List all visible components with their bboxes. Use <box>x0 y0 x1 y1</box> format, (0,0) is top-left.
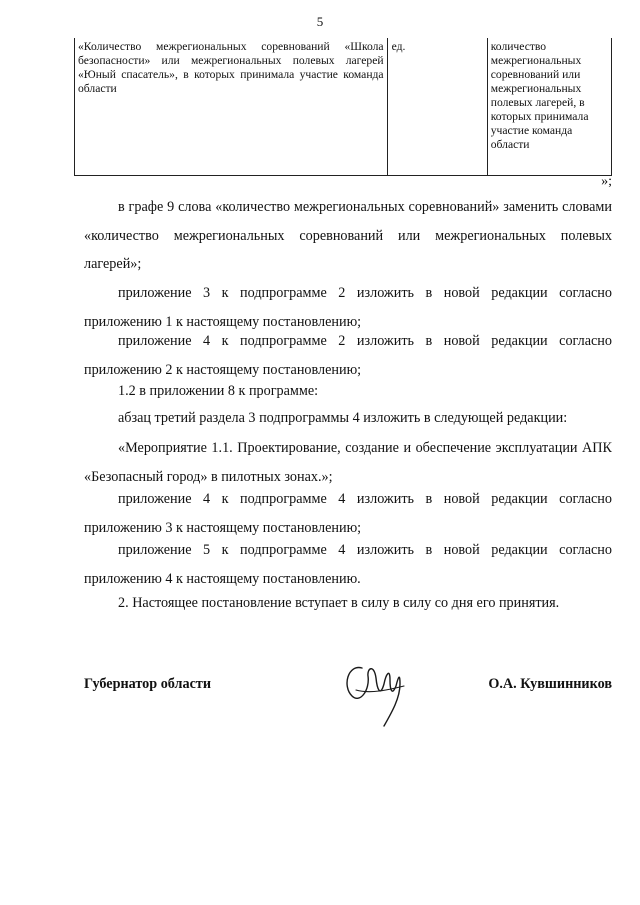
indicator-description-cell: количество межрегиональных соревнований или межрегиональных полевых лагерей, в которых принимала участие команда области <box>487 38 611 176</box>
paragraph-1: в графе 9 слова «количество межрегиональных соревнований» заменить словами «количество межрегиональных соревнований или межрегиональных полевых лагерей»; <box>84 199 612 272</box>
paragraph-7: приложение 4 к подпрограмме 4 изложить в новой редакции согласно приложению 3 к настоящему постановлению; <box>84 491 612 536</box>
paragraph-8: приложение 5 к подпрограмме 4 изложить в новой редакции согласно приложению 4 к настоящему постановлению. <box>84 542 612 587</box>
table-row <box>75 38 612 176</box>
paragraph-6: «Мероприятие 1.1. Проектирование, создание и обеспечение эксплуатации АПК «Безопасный город» в пилотных зонах.»; <box>84 440 612 485</box>
signatory-name: О.А. Кувшинников <box>488 676 612 692</box>
indicator-table <box>74 38 612 176</box>
paragraph-5: абзац третий раздела 3 подпрограммы 4 изложить в следующей редакции: <box>118 410 568 426</box>
unit-cell: ед. <box>387 38 487 176</box>
paragraph-3: приложение 4 к подпрограмме 2 изложить в новой редакции согласно приложению 2 к настоящему постановлению; <box>84 333 612 378</box>
paragraph-2: приложение 3 к подпрограмме 2 изложить в новой редакции согласно приложению 1 к настоящему постановлению; <box>84 285 612 330</box>
page-number: 5 <box>316 14 324 29</box>
paragraph-9: 2. Настоящее постановление вступает в силу в силу со дня его принятия. <box>118 595 560 611</box>
indicator-name-cell: «Количество межрегиональных соревнований «Школа безопасности» или межрегиональных полевых лагерей «Юный спасатель», в которых принимала участие команда области <box>75 38 388 176</box>
handwritten-signature <box>340 650 415 730</box>
quote-close: »; <box>601 174 612 189</box>
signatory-title: Губернатор области <box>84 676 212 692</box>
paragraph-4: 1.2 в приложении 8 к программе: <box>118 383 319 399</box>
